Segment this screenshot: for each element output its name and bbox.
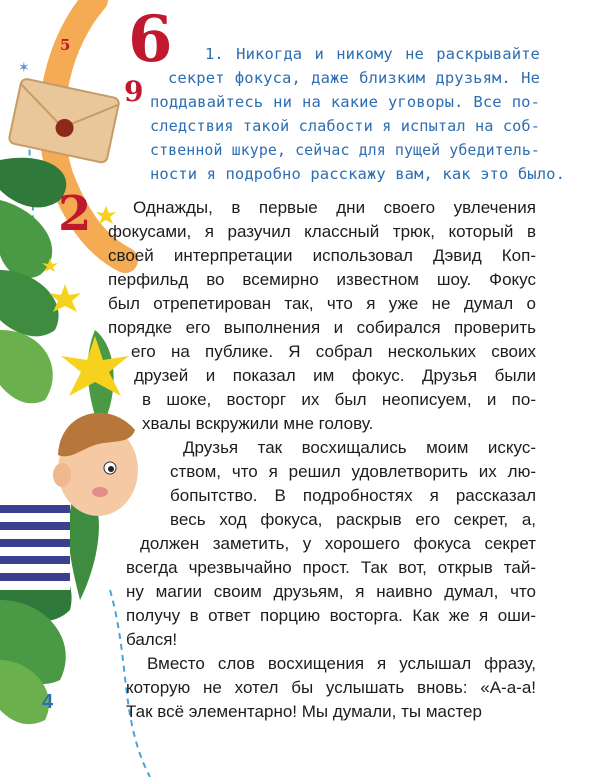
story-line: получу в ответ порцию восторга. Как же я оши- [126, 606, 536, 625]
story-line: Друзья так восхищались моим искус- [183, 438, 536, 457]
story-line: всегда чрезвычайно прост. Так вот, открыв тай- [126, 558, 536, 577]
rule-line: поддавайтесь ни на какие уговоры. Все по- [150, 93, 540, 111]
story-line: фокусами, я разучил классный трюк, который в [108, 222, 536, 241]
star-icon: ✶ [18, 59, 30, 75]
rule-line: ственной шкуре, сейчас для пущей убедитель- [150, 141, 540, 159]
boy-illustration [0, 413, 138, 590]
story-line: должен заметить, у хорошего фокуса секрет [140, 534, 536, 553]
story-line: был отрепетирован так, что я уже не думал о [108, 294, 536, 313]
envelope-illustration [8, 78, 120, 163]
digit-nine-decoration: 9 [124, 75, 144, 108]
story-line: весь ход фокуса, раскрыв его секрет, а, [170, 510, 536, 529]
story-line: ну магии своим друзьям, я наивно думал, что [126, 582, 536, 601]
rule-line: следствия такой слабости я испытал на соб- [150, 117, 540, 135]
story-line: хвалы вскружили мне голову. [142, 414, 374, 433]
story-line: друзей и показал им фокус. Друзья были [134, 366, 536, 385]
digit-two-decoration: 2 [58, 186, 92, 242]
digit-six-decoration: 6 [128, 2, 173, 77]
story-line: его на публике. Я собрал нескольких своих [131, 342, 536, 361]
rule-line: ности я подробно расскажу вам, как это было. [150, 165, 565, 183]
story-line: которую не хотел бы услышать вновь: «А-а-а! [126, 678, 536, 697]
story-line: ством, что я решил удовлетворить их лю- [170, 462, 536, 481]
story-line: в шоке, восторг их был неописуем, и по- [142, 390, 536, 409]
rule-line: секрет фокуса, даже близким друзьям. Не [168, 69, 540, 87]
page-number: 4 [42, 691, 54, 713]
story-line: бопытство. В подробностях я рассказал [170, 486, 536, 505]
story-line: Однажды, в первые дни своего увлечения [133, 198, 536, 217]
story-line: Так всё элементарно! Мы думали, ты мастер [126, 702, 482, 721]
rule-line: 1. Никогда и никому не раскрывайте [205, 45, 540, 63]
story-line: своей интерпретации использовал Дэвид Коп- [108, 246, 536, 265]
story-line: перфильд во всемирно известном шоу. Фокус [108, 270, 536, 289]
story-line: Вместо слов восхищения я услышал фразу, [147, 654, 536, 673]
story-line: порядке его выполнения и собирался проверить [108, 318, 536, 337]
story-line: бался! [126, 630, 178, 649]
digit-five-decoration: 5 [60, 36, 71, 54]
